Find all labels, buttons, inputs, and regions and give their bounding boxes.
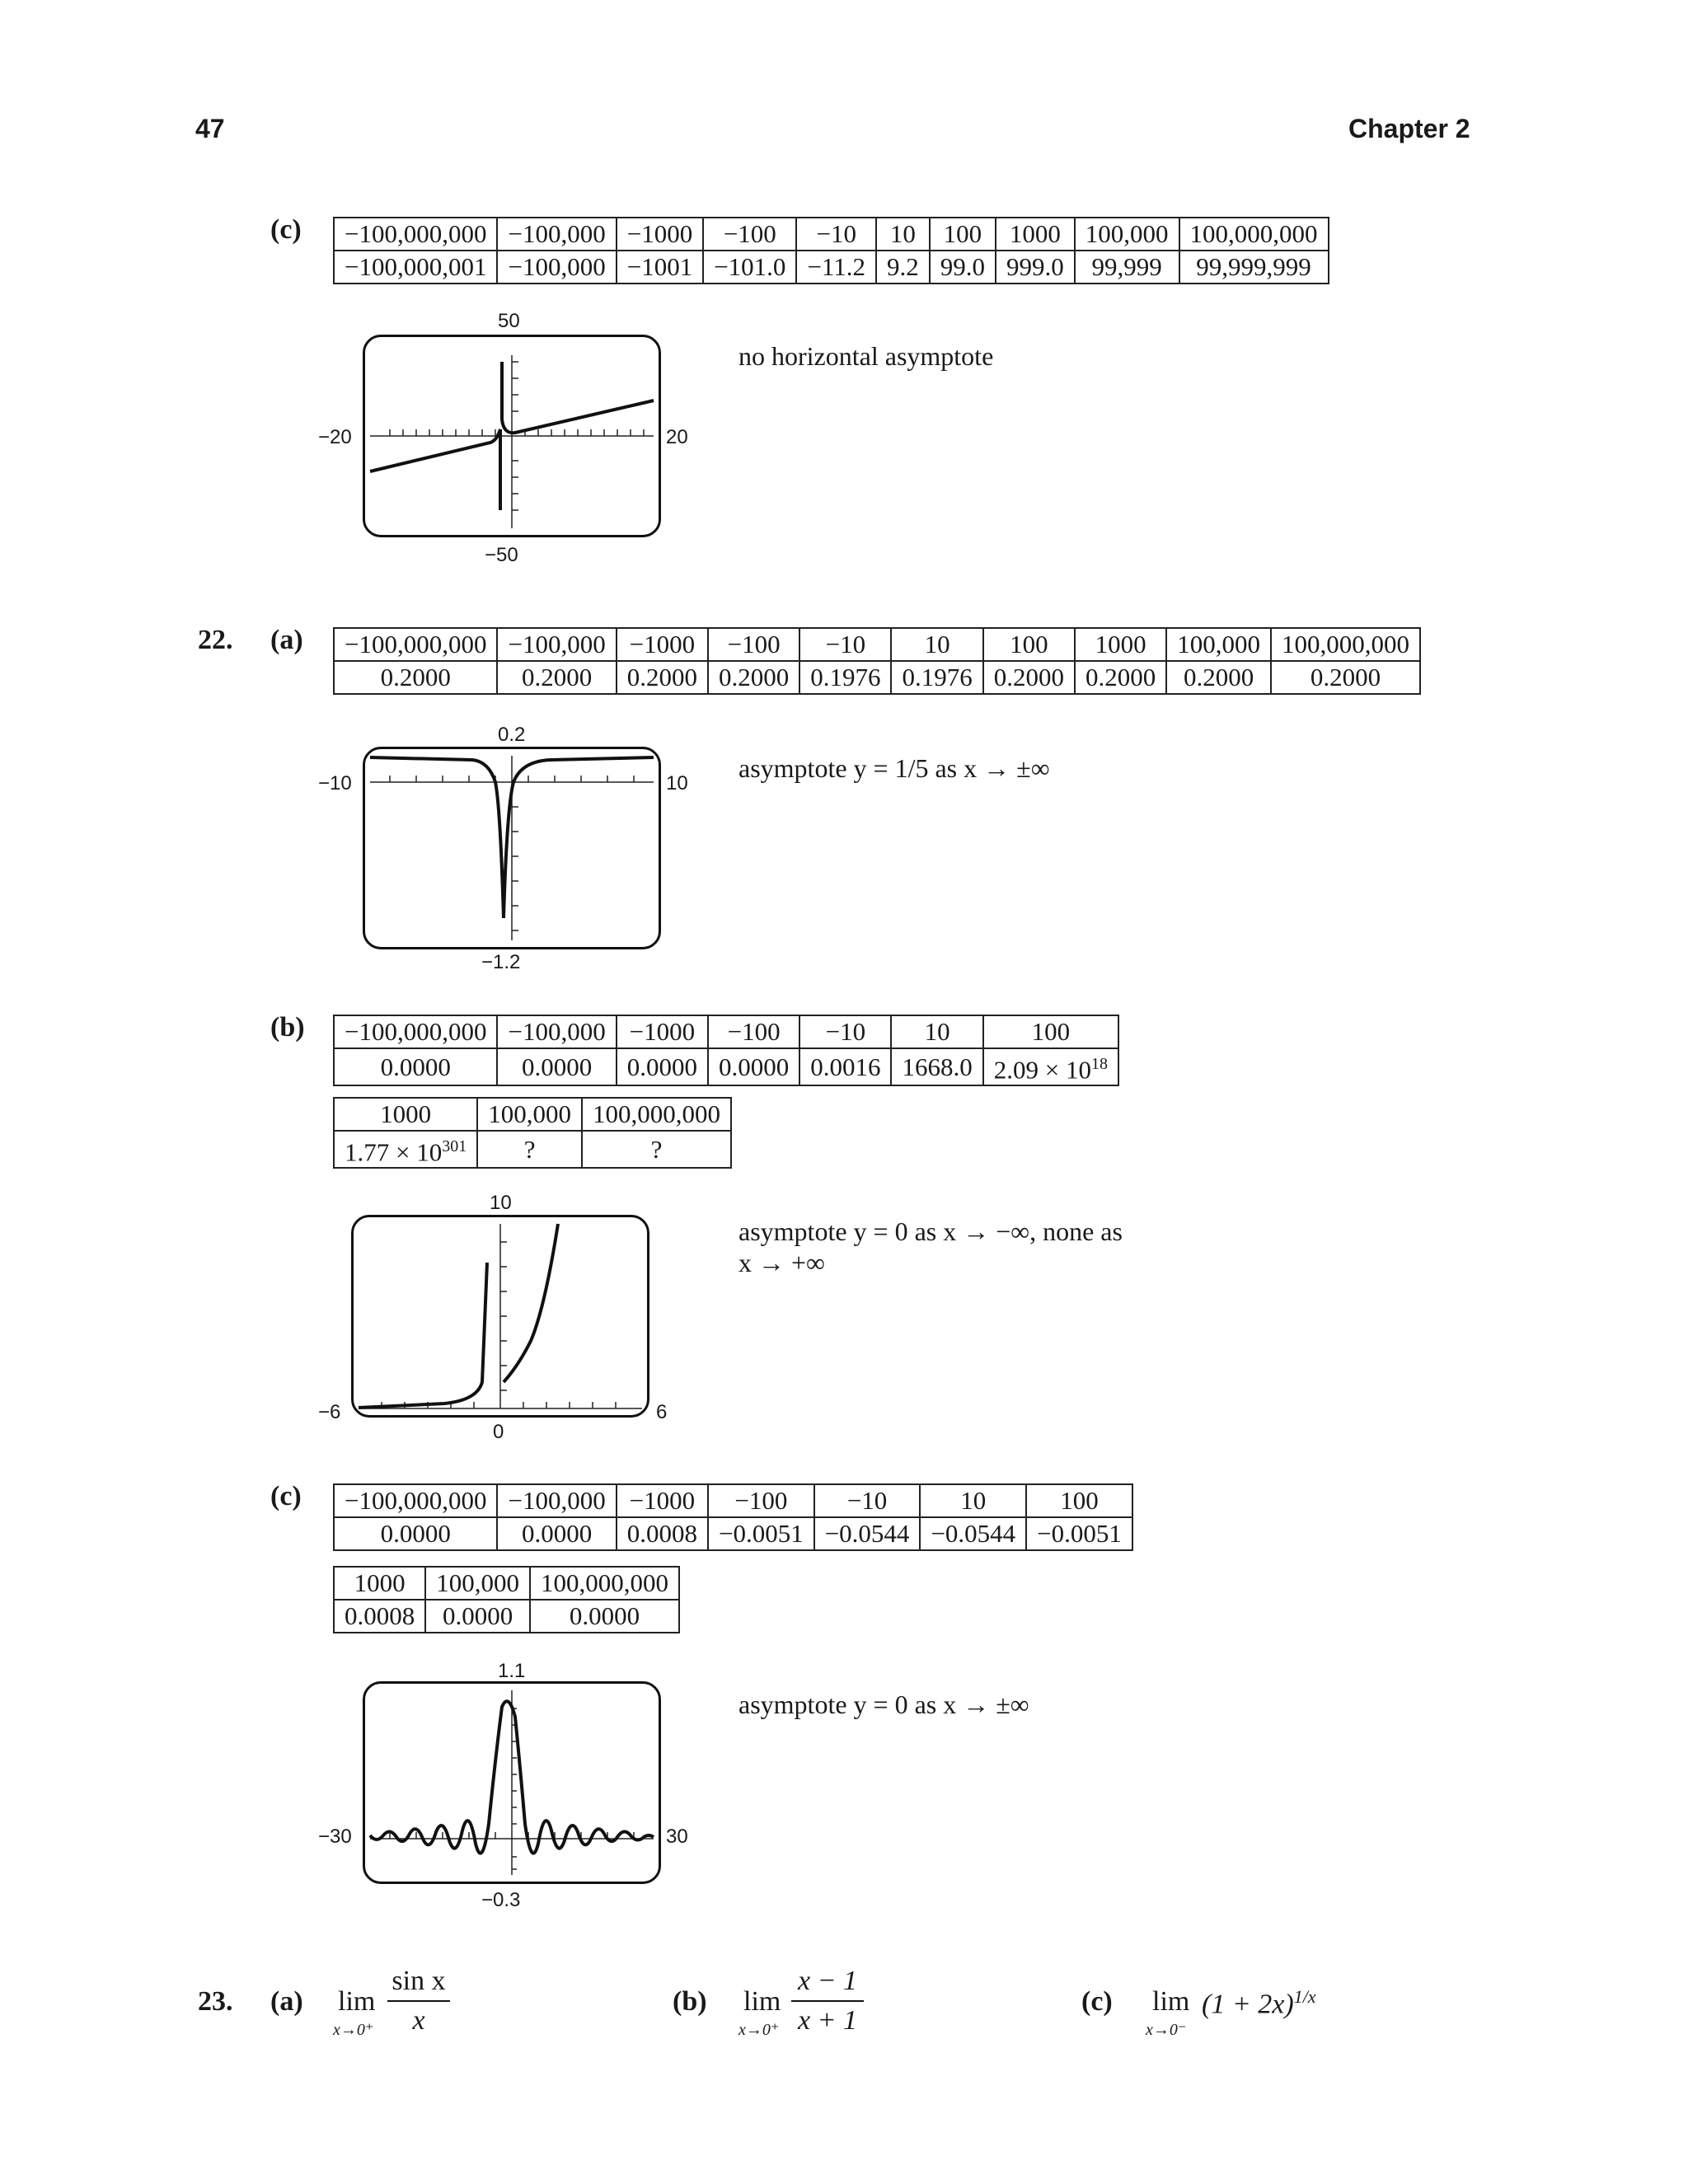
- values-table-21c: [333, 217, 1329, 284]
- graph-xmin-label: −6: [318, 1401, 341, 1423]
- table-cell: 1000: [334, 1098, 477, 1131]
- table-cell: −100: [703, 218, 796, 251]
- table-cell: 0.2000: [334, 661, 497, 694]
- table-cell: −100,000,000: [334, 1484, 497, 1517]
- table-cell: −101.0: [703, 251, 796, 284]
- part-label-22b: (b): [270, 1012, 305, 1043]
- values-table-22b-1: [333, 1015, 1119, 1086]
- asymptote-note-22b-line1: asymptote y = 0 as x → −∞, none as: [738, 1216, 1123, 1246]
- fraction-denominator: x + 1: [797, 2005, 858, 2036]
- fraction-numerator: x − 1: [797, 1966, 858, 1996]
- table-row: [334, 1567, 679, 1600]
- table-cell: [983, 1048, 1118, 1085]
- table-cell: −1000: [617, 628, 708, 661]
- exponent: 1/x: [1293, 1986, 1316, 2007]
- graph-ymin-label: 0: [493, 1421, 504, 1443]
- values-table-22c-2: [333, 1566, 680, 1633]
- part-label-23b: (b): [673, 1986, 707, 2017]
- chapter-title: Chapter 2: [1348, 114, 1470, 143]
- table-cell: 100: [1026, 1484, 1132, 1517]
- limit-operator: lim: [1152, 1986, 1190, 2017]
- table-cell: 0.2000: [983, 661, 1075, 694]
- table-row: [334, 1131, 731, 1168]
- table-cell: 100: [983, 628, 1075, 661]
- table-cell: −0.0051: [1026, 1517, 1132, 1550]
- table-cell: 10: [891, 1015, 982, 1048]
- table-cell: 0.0016: [799, 1048, 891, 1085]
- table-cell: −0.0544: [814, 1517, 921, 1550]
- graph-xmax-label: 30: [666, 1825, 688, 1848]
- table-cell: −1000: [617, 1484, 708, 1517]
- graph-xmin-label: −10: [318, 772, 352, 794]
- table-cell: −10: [796, 218, 876, 251]
- table-cell: −0.0051: [708, 1517, 814, 1550]
- table-cell: 100: [930, 218, 996, 251]
- table-cell: 0.0000: [497, 1048, 616, 1085]
- asymptote-note-21c: no horizontal asymptote: [738, 341, 994, 371]
- table-cell: 0.0000: [425, 1600, 530, 1633]
- graph-22b: [351, 1215, 649, 1418]
- table-cell: 100,000,000: [530, 1567, 679, 1600]
- table-cell: 0.1976: [891, 661, 982, 694]
- part-label-21c: (c): [270, 214, 302, 245]
- graph-ymax-label: 1.1: [498, 1660, 526, 1682]
- table-cell: [334, 1131, 477, 1168]
- table-cell: 0.0008: [617, 1517, 708, 1550]
- table-cell: −100,000,000: [334, 628, 497, 661]
- values-table-22c-1: [333, 1483, 1133, 1551]
- table-row: [334, 1015, 1118, 1048]
- cell-mantissa: 2.09 × 10: [993, 1055, 1091, 1085]
- graph-ymin-label: −1.2: [481, 951, 521, 973]
- table-cell: 0.0000: [530, 1600, 679, 1633]
- table-cell: 100: [983, 1015, 1118, 1048]
- table-cell: 0.0000: [497, 1517, 616, 1550]
- values-table-22a: [333, 627, 1421, 695]
- table-cell: −100: [708, 628, 799, 661]
- graph-ymax-label: 50: [498, 310, 520, 332]
- graph-xmax-label: 6: [656, 1401, 668, 1423]
- table-row: [334, 218, 1329, 251]
- limit-operator: lim: [743, 1986, 781, 2017]
- table-cell: 10: [876, 218, 930, 251]
- table-cell: −10: [799, 1015, 891, 1048]
- cell-mantissa: 1.77 × 10: [345, 1137, 443, 1167]
- table-cell: −10: [814, 1484, 921, 1517]
- table-row: [334, 1098, 731, 1131]
- limit-fraction-23b: [791, 1966, 864, 2036]
- table-cell: 100,000,000: [1271, 628, 1420, 661]
- problem-number-22: 22.: [198, 625, 233, 655]
- table-cell: −100,000,000: [334, 1015, 497, 1048]
- values-table-22b-2: [333, 1097, 732, 1169]
- table-cell: −1001: [617, 251, 703, 284]
- table-cell: 1000: [334, 1567, 425, 1600]
- table-cell: 1000: [996, 218, 1075, 251]
- fraction-numerator: sin x: [392, 1966, 446, 1996]
- table-cell: 100,000: [1075, 218, 1179, 251]
- limit-operator: lim: [338, 1986, 376, 2017]
- table-cell: 100,000,000: [582, 1098, 731, 1131]
- asymptote-note-22a: asymptote y = 1/5 as x → ±∞: [738, 753, 1050, 783]
- table-cell: −100,000: [497, 1015, 616, 1048]
- limit-expression-23c: [1202, 1986, 1316, 2020]
- table-row: [334, 1484, 1132, 1517]
- table-cell: 10: [891, 628, 982, 661]
- graph-ymax-label: 10: [490, 1192, 512, 1214]
- fraction-denominator: x: [412, 2005, 425, 2036]
- table-cell: 0.0000: [708, 1048, 799, 1085]
- table-row: [334, 628, 1420, 661]
- table-cell: 99.0: [930, 251, 996, 284]
- table-cell: ?: [582, 1131, 731, 1168]
- part-label-23a: (a): [270, 1986, 303, 2017]
- limit-fraction-23a: [387, 1966, 450, 2036]
- cell-exponent: 301: [442, 1137, 467, 1155]
- table-cell: 99,999: [1075, 251, 1179, 284]
- page-number: 47: [195, 114, 225, 143]
- table-row: [334, 1517, 1132, 1550]
- limit-subscript: x→0⁺: [333, 2021, 374, 2039]
- table-cell: 1668.0: [891, 1048, 982, 1085]
- table-cell: 0.2000: [1166, 661, 1271, 694]
- table-cell: −1000: [617, 1015, 708, 1048]
- limit-subscript: x→0⁺: [738, 2021, 780, 2039]
- table-row: [334, 1048, 1118, 1085]
- fraction-bar: [791, 2000, 864, 2002]
- table-row: [334, 1600, 679, 1633]
- limit-subscript: x→0⁻: [1146, 2021, 1187, 2039]
- table-cell: −100,000: [497, 1484, 616, 1517]
- graph-xmin-label: −30: [318, 1825, 352, 1848]
- table-cell: 99,999,999: [1179, 251, 1329, 284]
- table-cell: 0.1976: [799, 661, 891, 694]
- table-cell: 100,000,000: [1179, 218, 1329, 251]
- graph-xmax-label: 10: [666, 772, 688, 794]
- table-cell: 0.0000: [334, 1048, 497, 1085]
- table-cell: 0.0000: [617, 1048, 708, 1085]
- table-cell: 0.2000: [617, 661, 708, 694]
- graph-21c: [363, 335, 661, 537]
- graph-ymin-label: −0.3: [481, 1889, 521, 1911]
- table-cell: 0.2000: [708, 661, 799, 694]
- base-expression: (1 + 2x): [1202, 1989, 1294, 2020]
- table-cell: −100,000: [497, 628, 616, 661]
- table-cell: −11.2: [796, 251, 876, 284]
- table-cell: −100: [708, 1015, 799, 1048]
- table-cell: 9.2: [876, 251, 930, 284]
- table-cell: 0.0008: [334, 1600, 425, 1633]
- asymptote-note-22b-line2: x → +∞: [738, 1248, 825, 1277]
- table-cell: −0.0544: [920, 1517, 1026, 1550]
- table-cell: −100: [708, 1484, 814, 1517]
- table-cell: −100,000: [497, 218, 616, 251]
- table-cell: 100,000: [1166, 628, 1271, 661]
- table-cell: −100,000,000: [334, 218, 497, 251]
- cell-exponent: 18: [1090, 1055, 1108, 1073]
- graph-ymax-label: 0.2: [498, 724, 526, 746]
- asymptote-note-22c: asymptote y = 0 as x → ±∞: [738, 1690, 1029, 1719]
- table-cell: −1000: [617, 218, 703, 251]
- table-cell: 999.0: [996, 251, 1075, 284]
- table-cell: 100,000: [425, 1567, 530, 1600]
- table-cell: 0.0000: [334, 1517, 497, 1550]
- table-cell: 0.2000: [1271, 661, 1420, 694]
- table-cell: 0.2000: [497, 661, 616, 694]
- table-cell: 0.2000: [1075, 661, 1166, 694]
- graph-22a: [363, 747, 661, 949]
- table-cell: 10: [920, 1484, 1026, 1517]
- graph-xmin-label: −20: [318, 426, 352, 448]
- part-label-22a: (a): [270, 625, 303, 655]
- fraction-bar: [387, 2000, 450, 2002]
- table-row: [334, 251, 1329, 284]
- part-label-23c: (c): [1081, 1986, 1113, 2017]
- table-cell: −100,000,001: [334, 251, 497, 284]
- problem-number-23: 23.: [198, 1986, 233, 2017]
- table-cell: −100,000: [497, 251, 616, 284]
- table-row: [334, 661, 1420, 694]
- graph-ymin-label: −50: [485, 544, 518, 566]
- table-cell: 100,000: [477, 1098, 582, 1131]
- table-cell: −10: [799, 628, 891, 661]
- graph-22c: [363, 1681, 661, 1884]
- table-cell: 1000: [1075, 628, 1166, 661]
- part-label-22c: (c): [270, 1481, 302, 1511]
- graph-xmax-label: 20: [666, 426, 688, 448]
- table-cell: ?: [477, 1131, 582, 1168]
